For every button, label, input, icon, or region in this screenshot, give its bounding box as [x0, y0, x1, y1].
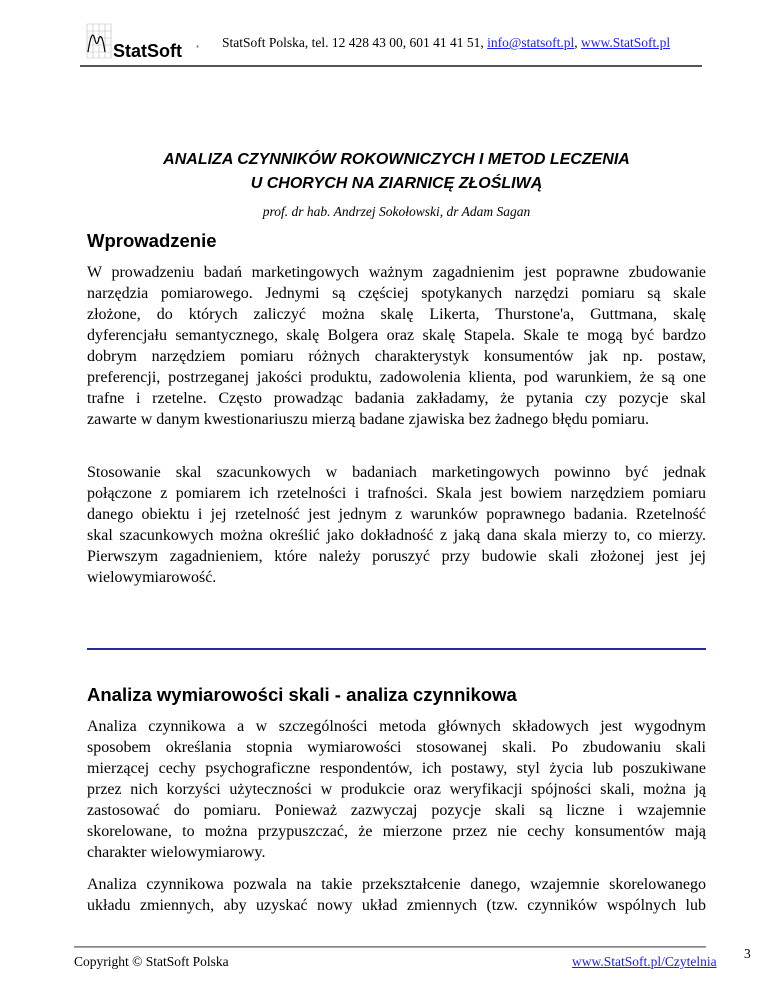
section-heading: Wprowadzenie [87, 230, 217, 251]
company-info: StatSoft Polska, tel. 12 428 43 00, 601 41 41 51, [222, 35, 488, 50]
text-line: charakter wielowymiarowy. [87, 844, 266, 861]
text-line: Stosowanie skal szacunkowych w badaniach marketingowych powinno być jednak [87, 464, 706, 481]
header-rule [80, 65, 702, 67]
text-line: narzędzia pomiarowego. Jednymi są częściej spotykanych narzędzi pomiaru są skale [87, 285, 706, 302]
text-line: układu zmiennych, aby uzyskać nowy układ zmiennych (tzw. czynników wspólnych lub [87, 897, 706, 914]
section-heading: Analiza wymiarowości skali - analiza czynnikowa [87, 684, 517, 705]
text-line: dyferencjału semantycznego, skalę Bolgera oraz skalę Stapela. Skale te mogą być bardzo [87, 327, 706, 344]
separator: , [574, 35, 581, 50]
statsoft-logo [86, 22, 206, 60]
paragraph [87, 262, 706, 430]
text-line: połączone z pomiarem ich rzetelności i trafności. Skala jest bowiem narzędziem pomiaru [87, 485, 706, 502]
section-divider [87, 648, 706, 650]
title-line-1: ANALIZA CZYNNIKÓW ROKOWNICZYCH I METOD LECZENIA [163, 151, 630, 168]
footer-link[interactable]: www.StatSoft.pl/Czytelnia [572, 954, 717, 969]
text-line: sposobem określania stopnia wymiarowości stosowanej skali. Po zbudowaniu skali [87, 739, 706, 756]
page-number: 3 [744, 946, 751, 961]
website-link[interactable]: www.StatSoft.pl [580, 35, 671, 50]
text-line: mierzącej cechy psychograficzne respondentów, ich postawy, styl życia lub poszukiwane [87, 760, 706, 777]
text-line: preferencji, postrzeganej jakości produktu, zadowolenia klienta, pod warunkiem, że są one [87, 369, 706, 386]
text-line: skal szacunkowych można określić jako dokładność z jaką dana skala mierzy to, co mierzy. [87, 527, 706, 544]
text-line: zawarte w danym kwestionariuszu mierzą badane zjawiska bez żadnego błędu pomiaru. [87, 411, 649, 428]
text-line: złożone, do których zaliczyć można skalę Likerta, Thurstone'a, Guttmana, skalę [87, 306, 706, 323]
text-line: skorelowane, to można przypuszczać, że mierzone przez nie cechy konsumentów mają [87, 823, 706, 840]
text-line: dobrym narzędziem pomiaru różnych charakterystyk konsumentów jak np. postaw, [87, 348, 706, 365]
text-line: W prowadzeniu badań marketingowych ważnym zagadnienim jest poprawne zbudowanie [87, 264, 706, 281]
text-line: trafne i rzetelne. Często prowadząc badania zakładamy, że pytania czy pozycje skal [87, 390, 706, 407]
text-line: danego obiektu i jej rzetelność jest jednym z warunków poprawnego badania. Rzetelność [87, 506, 706, 523]
email-link[interactable]: info@statsoft.pl [487, 35, 575, 50]
text-line: Analiza czynnikowa pozwala na takie przekształcenie danego, wzajemnie skorelowanego [87, 876, 706, 893]
svg-text:®: ® [196, 44, 200, 49]
text-line: przez nich korzyści użyteczności w produkcie oraz weryfikacji spójności skali, można ją [87, 781, 706, 798]
svg-text:StatSoft: StatSoft [113, 41, 182, 60]
authors: prof. dr hab. Andrzej Sokołowski, dr Adam Sagan [262, 204, 531, 219]
footer-rule [74, 946, 706, 948]
text-line: Analiza czynnikowa a w szczególności metoda głównych składowych jest wygodnym [87, 718, 706, 735]
paragraph [87, 874, 706, 916]
text-line: wielowymiarowość. [87, 569, 217, 586]
header-contact [222, 35, 670, 51]
text-line: Pierwszym zagadnieniem, które należy poruszyć przy budowie skali złożonej jest jej [87, 548, 706, 565]
footer-copyright: Copyright © StatSoft Polska [74, 954, 229, 969]
text-line: zastosować do pomiaru. Ponieważ zazwyczaj pozycje skali są liczne i wzajemnie [87, 802, 706, 819]
title-line-2: U CHORYCH NA ZIARNICĘ ZŁOŚLIWĄ [250, 175, 543, 192]
paragraph [87, 716, 706, 863]
paragraph [87, 462, 706, 588]
